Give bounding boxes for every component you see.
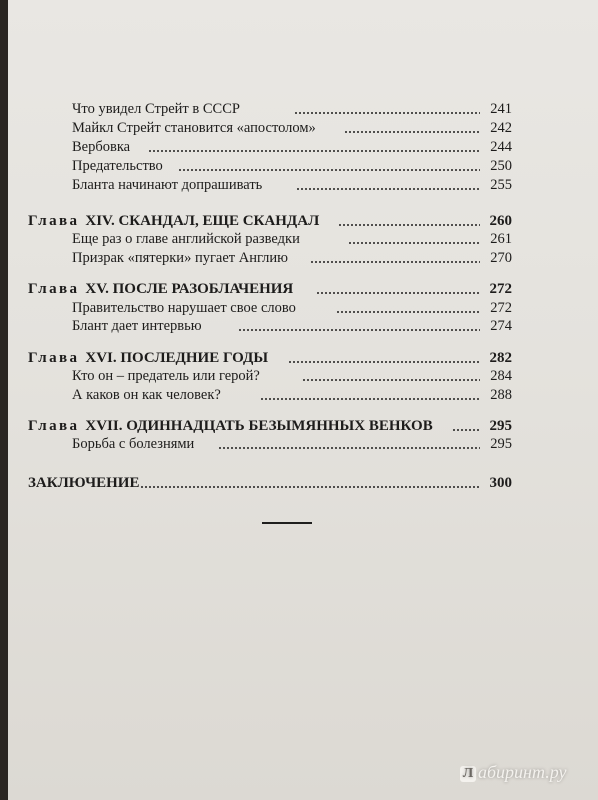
toc-entry-title: Бланта начинают допрашивать bbox=[72, 177, 263, 193]
chapter-label: Глава bbox=[28, 418, 80, 434]
chapter-title: XV. ПОСЛЕ РАЗОБЛАЧЕНИЯ bbox=[85, 281, 294, 297]
toc-entry-page: 241 bbox=[490, 101, 512, 117]
chapter-title: XVII. ОДИННАДЦАТЬ БЕЗЫМЯННЫХ ВЕНКОВ bbox=[85, 418, 433, 434]
dot-leader bbox=[338, 224, 480, 226]
chapter-title: XVI. ПОСЛЕДНИЕ ГОДЫ bbox=[85, 350, 269, 366]
dot-leader bbox=[302, 379, 480, 381]
toc-entry bbox=[8, 247, 598, 269]
toc-entry bbox=[8, 384, 598, 406]
toc-entry-title: Борьба с болезнями bbox=[72, 436, 195, 452]
toc-entry-page: 274 bbox=[490, 318, 512, 334]
dot-leader bbox=[316, 292, 480, 294]
toc-entry bbox=[8, 433, 598, 455]
toc-entry-page: 270 bbox=[490, 250, 512, 266]
toc-entry-title: Правительство нарушает свое слово bbox=[72, 300, 296, 316]
dot-leader bbox=[310, 261, 480, 263]
toc-entry-title: Предательство bbox=[72, 158, 163, 174]
chapter-label: Глава bbox=[28, 213, 80, 229]
toc-entry-title: Блант дает интервью bbox=[72, 318, 202, 334]
dot-leader bbox=[294, 112, 480, 114]
dot-leader bbox=[218, 447, 480, 449]
dot-leader bbox=[336, 311, 480, 313]
toc-entry-page: 300 bbox=[489, 475, 512, 491]
toc-entry-title: Вербовка bbox=[72, 139, 131, 155]
chapter-label: Глава bbox=[28, 281, 80, 297]
dot-leader bbox=[288, 361, 480, 363]
watermark-logo bbox=[460, 762, 566, 786]
toc-entry-page: 284 bbox=[490, 368, 512, 384]
toc-entry-title: ЗАКЛЮЧЕНИЕ bbox=[28, 475, 140, 491]
toc-entry-page: 295 bbox=[490, 436, 512, 452]
dot-leader bbox=[140, 486, 480, 488]
watermark-logo-icon: Л bbox=[460, 766, 476, 782]
toc-entry-page: 255 bbox=[490, 177, 512, 193]
dot-leader bbox=[344, 131, 480, 133]
toc-entry bbox=[8, 174, 598, 196]
toc-entry-title: Что увидел Стрейт в СССР bbox=[72, 101, 240, 117]
book-page bbox=[8, 0, 598, 800]
toc-entry-title: Еще раз о главе английской разведки bbox=[72, 231, 300, 247]
toc-entry-title: А каков он как человек? bbox=[72, 387, 221, 403]
toc-entry-page: 282 bbox=[489, 350, 512, 366]
toc-entry-page: 261 bbox=[490, 231, 512, 247]
toc-entry-title: Кто он – предатель или герой? bbox=[72, 368, 260, 384]
dot-leader bbox=[148, 150, 480, 152]
toc-entry-title: Призрак «пятерки» пугает Англию bbox=[72, 250, 289, 266]
chapter-label: Глава bbox=[28, 350, 80, 366]
dot-leader bbox=[238, 329, 480, 331]
section-divider bbox=[262, 522, 312, 524]
dot-leader bbox=[296, 188, 480, 190]
toc-entry-page: 272 bbox=[489, 281, 512, 297]
toc-entry-title: Майкл Стрейт становится «апостолом» bbox=[72, 120, 316, 136]
watermark-text: абиринт.ру bbox=[478, 762, 567, 782]
toc-entry-page: 242 bbox=[490, 120, 512, 136]
toc-entry-page: 272 bbox=[490, 300, 512, 316]
dot-leader bbox=[260, 398, 480, 400]
toc-entry bbox=[8, 315, 598, 337]
dot-leader bbox=[178, 169, 480, 171]
dot-leader bbox=[348, 242, 480, 244]
toc-entry-page: 260 bbox=[489, 213, 512, 229]
toc-entry-page: 250 bbox=[490, 158, 512, 174]
table-of-contents bbox=[8, 0, 598, 800]
toc-final-entry bbox=[8, 472, 598, 494]
toc-entry-page: 244 bbox=[490, 139, 512, 155]
toc-entry-page: 288 bbox=[490, 387, 512, 403]
dot-leader bbox=[452, 429, 480, 431]
toc-entry-page: 295 bbox=[489, 418, 512, 434]
chapter-title: XIV. СКАНДАЛ, ЕЩЕ СКАНДАЛ bbox=[85, 213, 320, 229]
